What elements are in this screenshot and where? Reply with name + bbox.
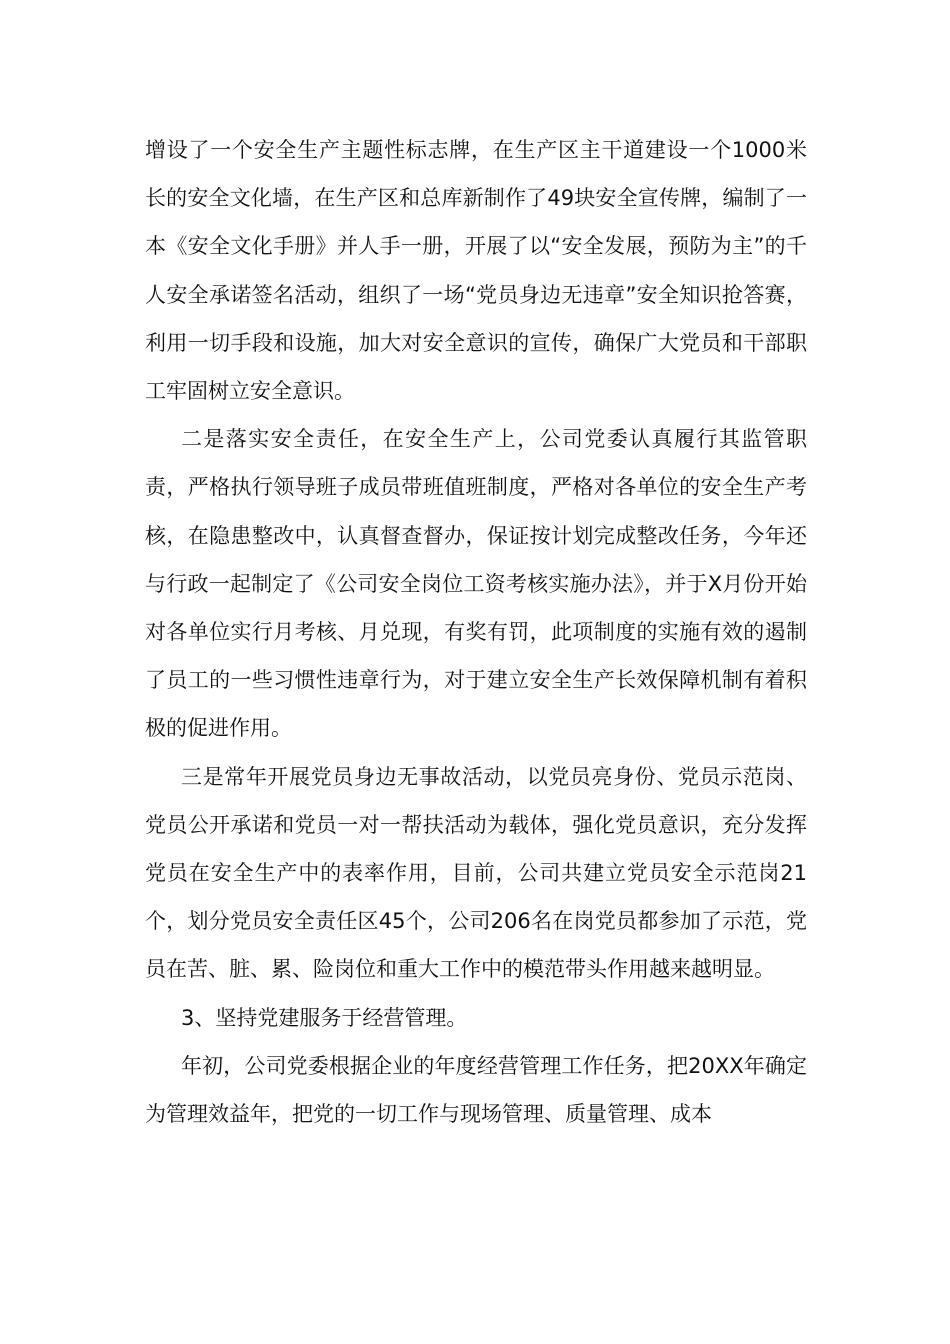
paragraph-2: 二是落实安全责任，在安全生产上，公司党委认真履行其监管职责，严格执行领导班子成员带班值班制度，严格对各单位的安全生产考核，在隐患整改中，认真督查督办，保证按计划完成整改任务，今年还与行政一起制定了《公司安全岗位工资考核实施办法》，并于X月份开始对各单位实行月考核、月兑现，有奖有罚，此项制度的实施有效的遏制了员工的一些习惯性违章行为，对于建立安全生产长效保障机制有着积极的促进作用。 [145, 427, 807, 741]
paragraph-1: 增设了一个安全生产主题性标志牌，在生产区主干道建设一个1000米长的安全文化墙，在生产区和总库新制作了49块安全宣传牌，编制了一本《安全文化手册》并人手一册，开展了以“安全发展，预防为主”的千人安全承诺签名活动，组织了一场“党员身边无违章”安全知识抢答赛，利用一切手段和设施，加大对安全意识的宣传，确保广大党员和干部职工牢固树立安全意识。 [145, 138, 807, 404]
paragraph-5: 年初，公司党委根据企业的年度经营管理工作任务，把20XX年确定为管理效益年，把党的一切工作与现场管理、质量管理、成本 [145, 1053, 807, 1127]
paragraph-3: 三是常年开展党员身边无事故活动，以党员亮身份、党员示范岗、党员公开承诺和党员一对一帮扶活动为载体，强化党员意识，充分发挥党员在安全生产中的表率作用，目前，公司共建立党员安全示范岗21个，划分党员安全责任区45个，公司206名在岗党员都参加了示范，党员在苦、脏、累、险岗位和重大工作中的模范带头作用越来越明显。 [145, 764, 807, 982]
section-heading: 3、坚持党建服务于经营管理。 [181, 1005, 468, 1030]
document-body [145, 126, 807, 1138]
